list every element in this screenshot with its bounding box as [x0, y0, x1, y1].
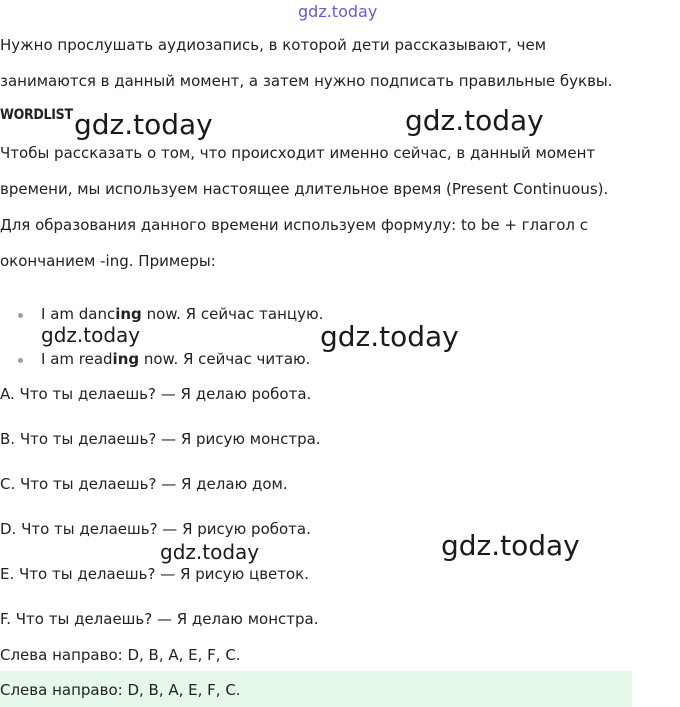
intro-line-2: занимаются в данный момент, а затем нужно подписать правильные буквы.	[0, 72, 613, 90]
answer-d: D. Что ты делаешь? — Я рисую робота.	[0, 520, 311, 538]
watermark: gdz.today	[441, 529, 580, 562]
explanation-line-1: Чтобы рассказать о том, что происходит именно сейчас, в данный момент	[0, 144, 596, 162]
bullet-icon	[18, 313, 23, 318]
wordlist-heading: WORDLIST	[0, 107, 73, 123]
watermark: gdz.today	[74, 108, 213, 141]
intro-line-1: Нужно прослушать аудиозапись, в которой дети рассказывают, чем	[0, 36, 547, 54]
answer-a: A. Что ты делаешь? — Я делаю робота.	[0, 385, 312, 403]
order-answer-highlighted: Слева направо: D, B, A, E, F, C.	[0, 681, 241, 699]
list-item: I am reading now. Я сейчас читаю.	[41, 350, 311, 368]
answer-c: C. Что ты делаешь? — Я делаю дом.	[0, 475, 288, 493]
watermark-top: gdz.today	[298, 2, 378, 21]
watermark: gdz.today	[41, 323, 141, 347]
list-item: I am dancing now. Я сейчас танцую.	[41, 305, 324, 323]
answer-e: E. Что ты делаешь? — Я рисую цветок.	[0, 565, 310, 583]
answer-f: F. Что ты делаешь? — Я делаю монстра.	[0, 610, 319, 628]
answer-b: B. Что ты делаешь? — Я рисую монстра.	[0, 430, 321, 448]
explanation-line-3: Для образования данного времени используем формулу: to be + глагол с	[0, 216, 588, 234]
explanation-line-2: времени, мы используем настоящее длительное время (Present Continuous).	[0, 180, 609, 198]
bullet-icon	[18, 358, 23, 363]
watermark: gdz.today	[405, 104, 544, 137]
watermark: gdz.today	[160, 540, 260, 564]
explanation-line-4: окончанием -ing. Примеры:	[0, 252, 216, 270]
order-answer: Слева направо: D, B, A, E, F, C.	[0, 646, 241, 664]
watermark: gdz.today	[320, 320, 459, 353]
